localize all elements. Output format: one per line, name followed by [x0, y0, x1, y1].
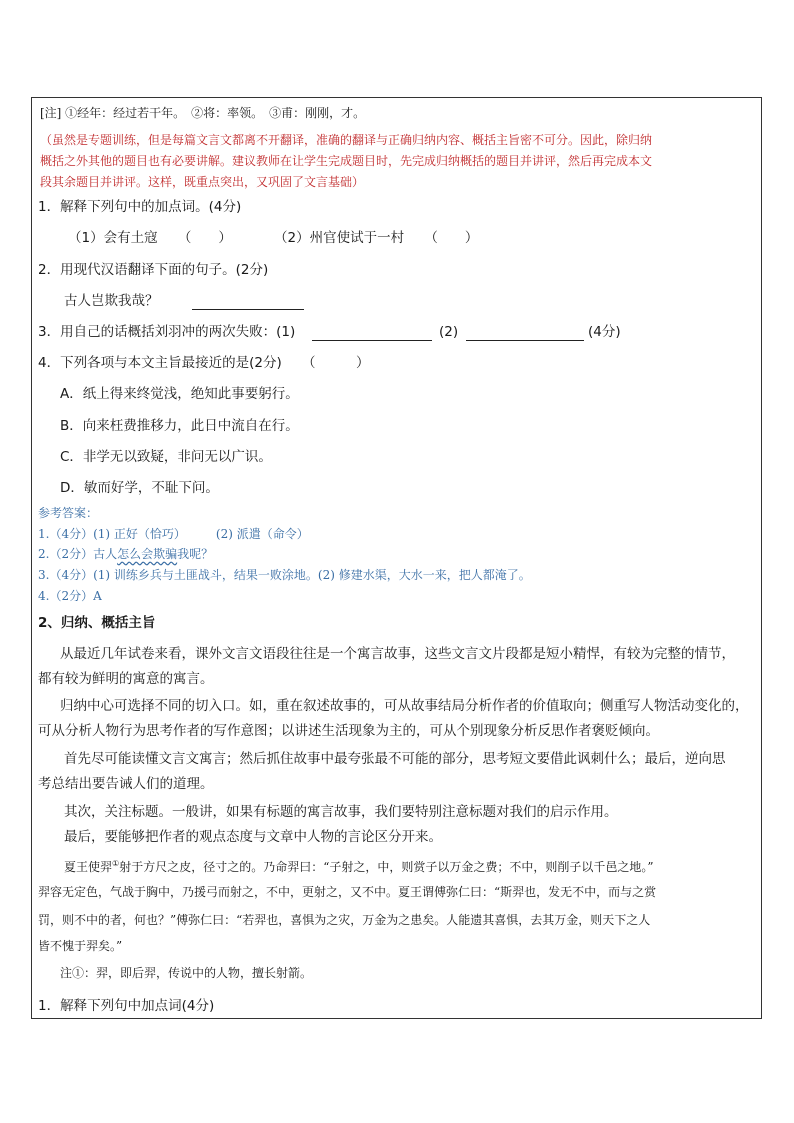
passage-footnote: 注①：羿，即后羿，传说中的人物，擅长射箭。 [60, 966, 313, 980]
teacher-note-line-2: 概括之外其他的题目也有必要讲解。建议教师在让学生完成题目时，先完成归纳概括的题目并讲评，然后再完成本文 [40, 154, 653, 168]
word-note: [注] ①经年：经过若干年。 ②将：率领。 ③甫：刚刚，才。 [40, 106, 366, 120]
answer-2-marked: 怎么会欺骗 [117, 547, 178, 561]
section-2-paragraph-4: 其次，关注标题。一般讲，如果有标题的寓言故事，我们要特别注意标题对我们的启示作用。 [64, 804, 618, 820]
question-1-item-1: （1）会有土寇 （ ） [68, 230, 232, 246]
passage-line-4: 皆不愧于羿矣。” [38, 939, 123, 953]
answer-4: 4.（2分）A [38, 589, 102, 603]
section-2-paragraph-1a: 从最近几年试卷来看，课外文言文语段往往是一个寓言故事，这些文言文片段都是短小精悍，有较为完整的情节， [60, 646, 735, 662]
answer-2 [38, 545, 213, 563]
question-2-sentence: 古人岂欺我哉？ [64, 293, 159, 309]
section-2-paragraph-3b: 考总结出要告诫人们的道理。 [38, 776, 214, 792]
answer-2-prefix: 2.（2分）古人 [38, 547, 118, 561]
last-question-stem: 1．解释下列句中加点词(4分) [38, 998, 215, 1014]
passage-line-1a: 夏王使羿 [64, 860, 113, 874]
question-3-mid-label: (2) [439, 324, 459, 340]
question-3-blank-2 [466, 326, 584, 341]
section-2-paragraph-2b: 可从分析人物行为思考作者的写作意图；以讲述生活现象为主的，可从个别现象分析反思作者褒贬倾向。 [38, 723, 659, 739]
question-4-option-c: C．非学无以致疑，非问无以广识。 [60, 449, 272, 465]
question-1-stem: 1．解释下列句中的加点词。(4分) [38, 199, 242, 215]
teacher-note-line-3: 段其余题目并讲评。这样，既重点突出，又巩固了文言基础） [40, 175, 365, 189]
question-4-option-b: B．向来枉费推移力，此日中流自在行。 [60, 418, 299, 434]
answers-title: 参考答案： [38, 506, 99, 520]
teacher-note-line-1: （虽然是专题训练，但是每篇文言文都离不开翻译，准确的翻译与正确归纳内容、概括主旨密不可分。因此，除归纳 [40, 133, 653, 147]
section-2-paragraph-1b: 都有较为鲜明的寓意的寓言。 [38, 671, 214, 687]
passage-line-3: 罚，则不中的者，何也？”傅弥仁曰：“若羿也，喜惧为之灾，万金为之患矣。人能遗其喜惧，去其万金，则天下之人 [38, 913, 651, 927]
question-3-blank-1 [312, 326, 432, 341]
question-3-score: (4分) [588, 324, 621, 340]
section-2-heading: 2、归纳、概括主旨 [38, 615, 156, 631]
answer-2-suffix: 我呢？ [177, 547, 214, 561]
question-1-item-2: （2）州官使试于一村 （ ） [274, 230, 479, 246]
question-4-option-a: A．纸上得来终觉浅，绝知此事要躬行。 [60, 386, 299, 402]
question-4-option-d: D．敏而好学，不耻下问。 [60, 480, 219, 496]
question-4-stem: 4．下列各项与本文主旨最接近的是(2分) （ ） [38, 355, 370, 371]
passage-line-2: 羿容无定色，气战于胸中，乃援弓而射之，不中，更射之，又不中。夏王谓傅弥仁曰：“斯羿也，发无不中，而与之赏 [38, 885, 657, 899]
footnote-marker: ① [112, 859, 120, 868]
section-2-paragraph-5: 最后，要能够把作者的观点态度与文章中人物的言论区分开来。 [64, 829, 442, 845]
passage-line-1b: 射于方尺之皮，径寸之的。乃命羿曰：“子射之，中，则赏子以万金之费；不中，则削子以千邑之地。” [119, 860, 654, 874]
answer-1: 1.（4分）(1) 正好（恰巧） (2) 派遣（命令） [38, 527, 309, 541]
answer-3: 3.（4分）(1) 训练乡兵与土匪战斗，结果一败涂地。(2) 修建水渠，大水一来，把人都淹了。 [38, 568, 531, 582]
passage-line-1 [64, 855, 653, 876]
section-2-paragraph-2a: 归纳中心可选择不同的切入口。如，重在叙述故事的，可从故事结局分析作者的价值取向；侧重写人物活动变化的， [60, 698, 749, 714]
question-2-answer-blank [192, 295, 304, 310]
section-2-paragraph-3a: 首先尽可能读懂文言文寓言；然后抓住故事中最夸张最不可能的部分，思考短文要借此讽刺什么；最后，逆向思 [64, 751, 726, 767]
question-2-stem: 2．用现代汉语翻译下面的句子。(2分) [38, 262, 269, 278]
question-3-stem: 3．用自己的话概括刘羽冲的两次失败：(1) [38, 324, 296, 340]
